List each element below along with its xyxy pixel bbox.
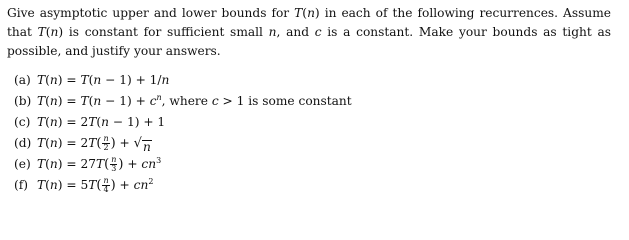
item-label: (e) [14,157,31,171]
item-label: (b) [14,94,32,108]
recurrence-list [14,70,352,196]
item-label: (f) [14,178,29,192]
recurrence-item-f [14,175,352,196]
recurrence-formula: T(n) = 2T(n − 1) + 1 [37,115,166,129]
recurrence-item-e [14,154,352,175]
item-label: (a) [14,73,31,87]
problem-statement-text: Give asymptotic upper and lower bounds for T(n) in each of the following recurrences. Assume that T(n) is constant for sufficient small n, and c is a constant. Make your bounds as tight as possible, and justify your answers. [7,6,611,58]
item-label: (c) [14,115,31,129]
recurrence-formula: T(n) = T(n − 1) + 1/n [37,73,170,87]
recurrence-formula: T(n) = 5T( $\frac{n}{4}$ ) + $cn^2$ [37,176,154,194]
problem-statement [7,4,611,61]
recurrence-item-b [14,91,352,112]
recurrence-item-d [14,133,352,154]
item-label: (d) [14,136,32,150]
recurrence-formula: T(n) = 27T( $\frac{n}{3}$ ) + $cn^3$ [37,155,162,173]
recurrence-item-c [14,112,352,133]
recurrence-formula: T(n) = 2T( $\frac{n}{2}$ ) + √ n [37,134,151,154]
recurrence-item-a [14,70,352,91]
recurrence-formula: $T(n) = T(n - 1) + c^n$, where c > 1 is some constant [37,93,352,108]
